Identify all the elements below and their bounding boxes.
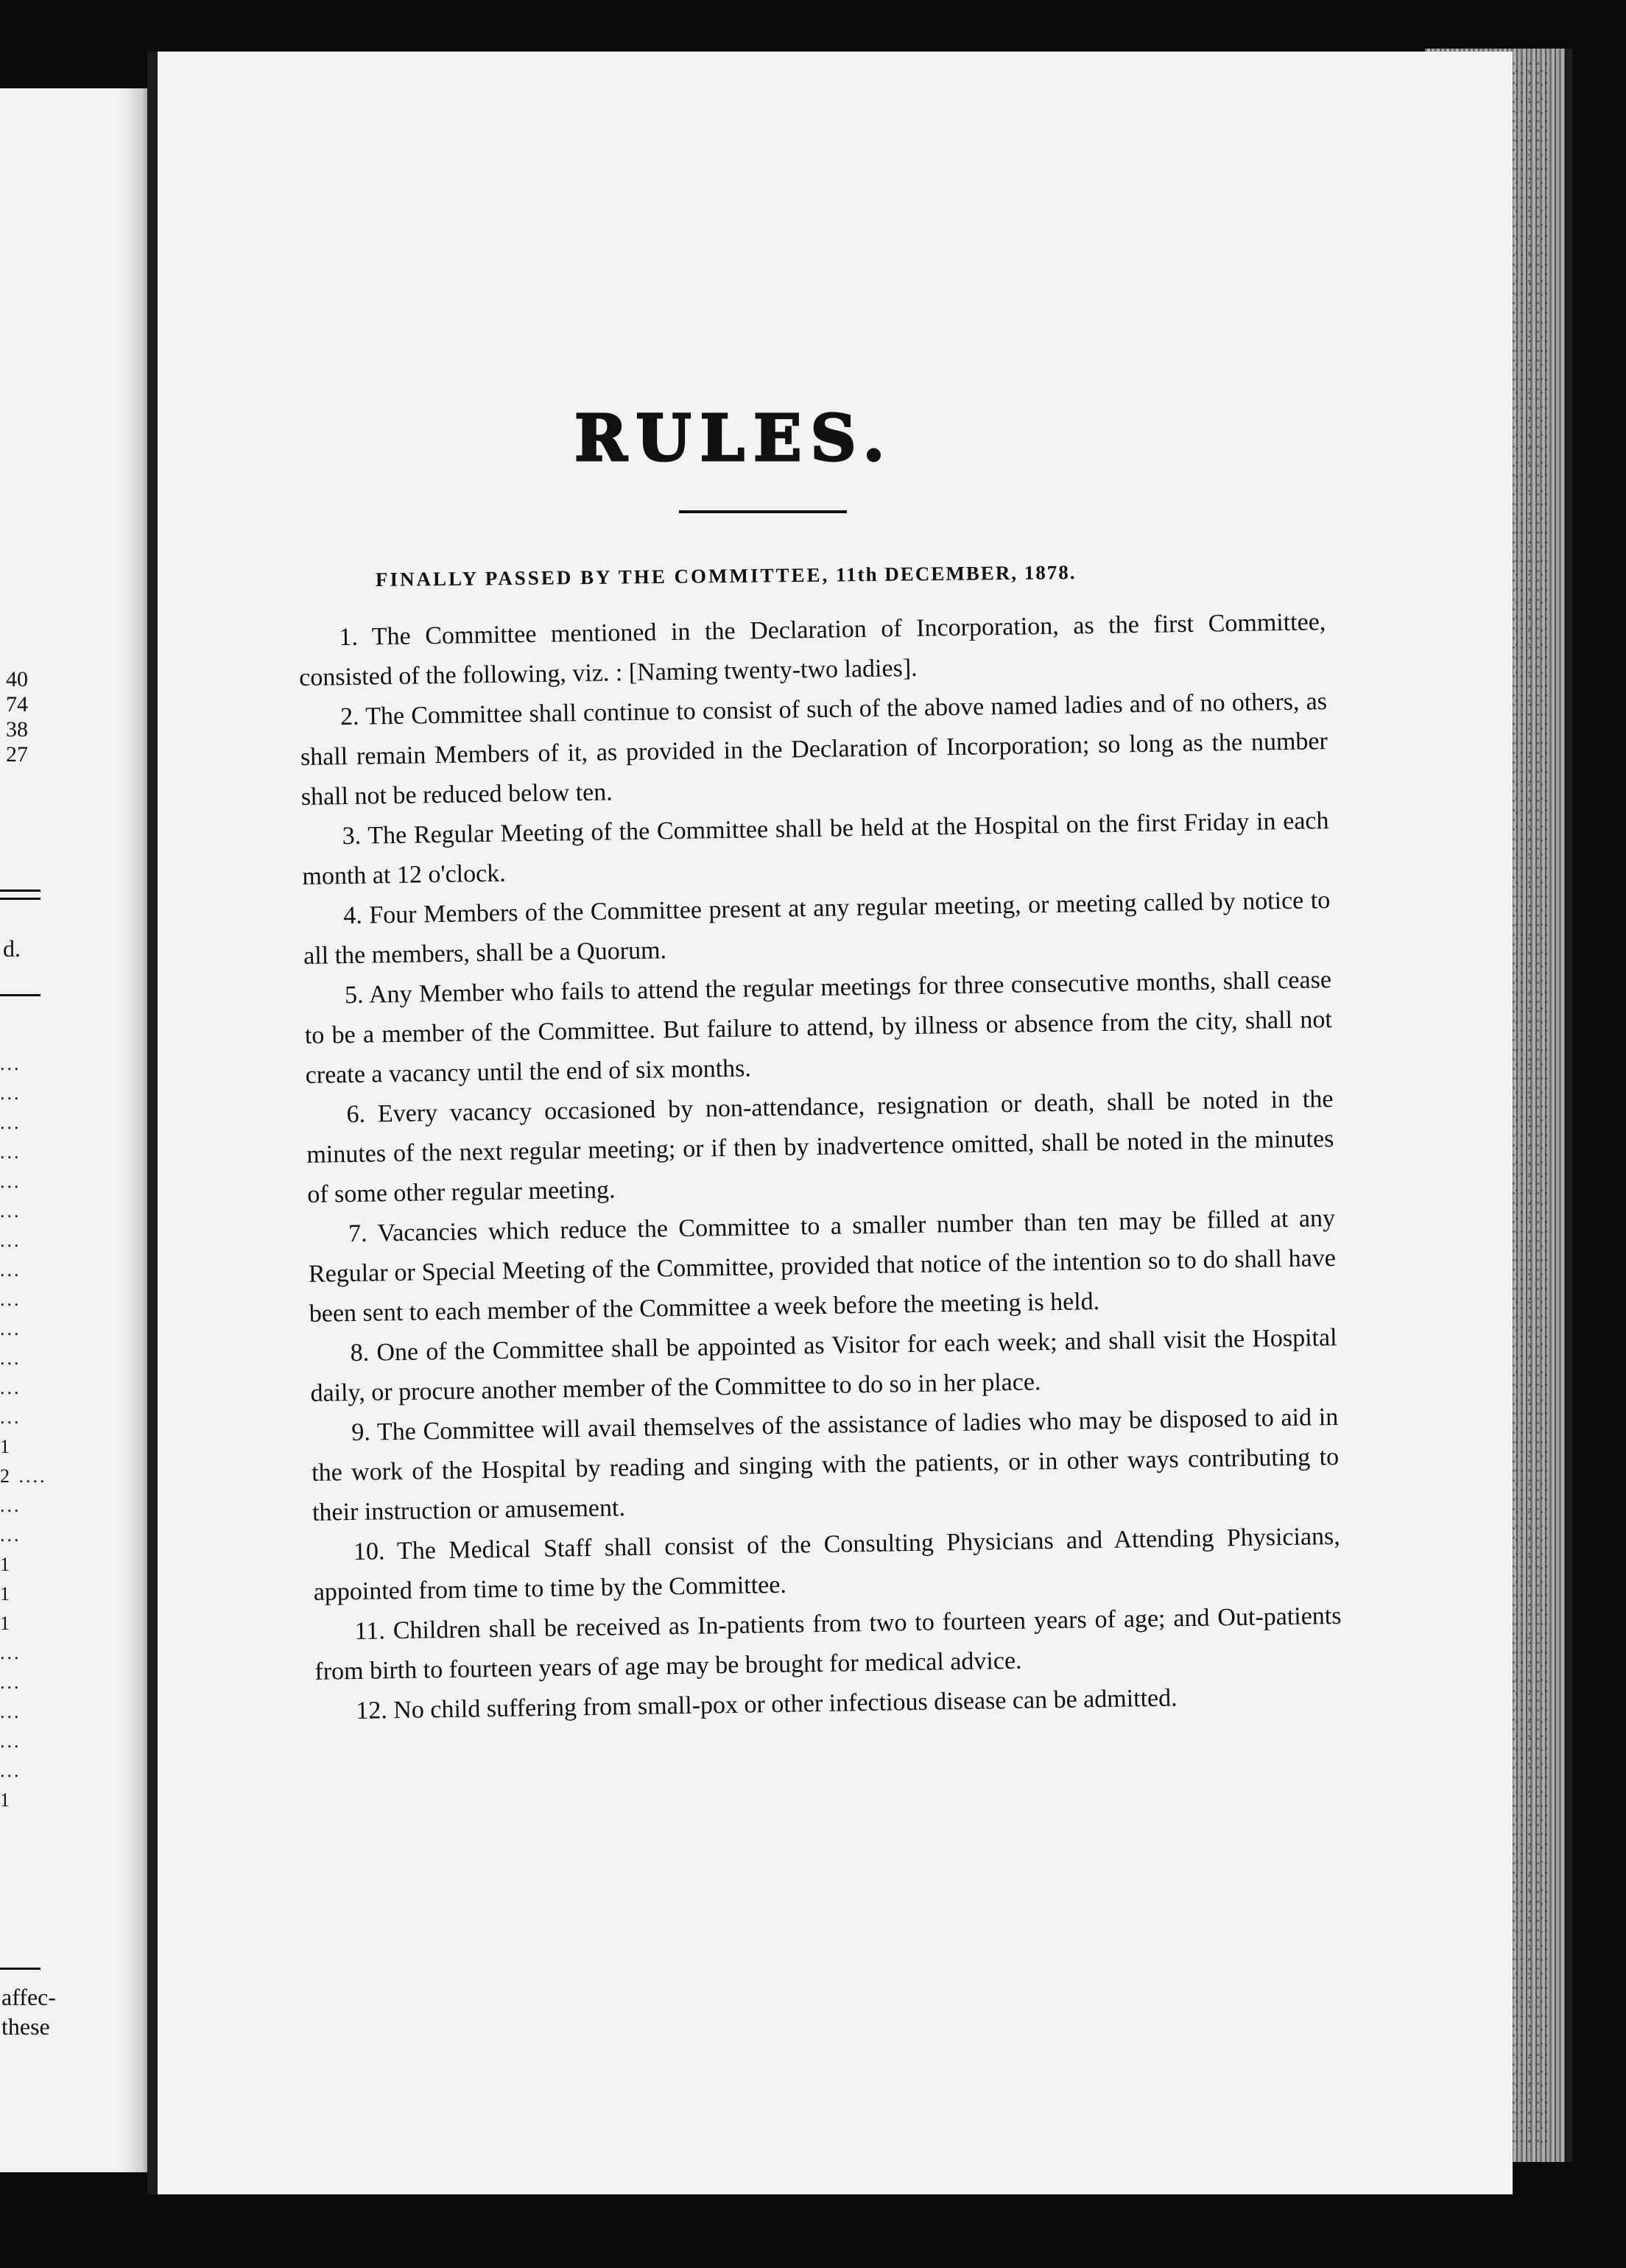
left-number: 74: [6, 692, 28, 716]
page-title: RULES.: [574, 401, 894, 476]
leader-row: 1: [0, 1613, 12, 1634]
leader-row: ...: [0, 1318, 21, 1339]
leader-row: ...: [0, 1200, 21, 1222]
leader-row: ...: [0, 1524, 21, 1546]
left-number: 40: [6, 667, 28, 691]
leader-row: ...: [0, 1112, 21, 1133]
rule-item: 4. Four Members of the Committee present at any regular meeting, or meeting called by notice to all the members, shall be a Quorum.: [303, 887, 1331, 970]
leader-row: 1: [0, 1554, 12, 1575]
left-page-label: d.: [3, 935, 21, 962]
left-page-leader-dots: [0, 1049, 47, 1815]
rule-item: 11. Children shall be received as In-patients from two to fourteen years of age; and Out-patients from birth to fourteen years of age may be brought for medical advice.: [314, 1602, 1342, 1686]
leader-row: ...: [0, 1082, 21, 1104]
rule-item: 3. The Regular Meeting of the Committee shall be held at the Hospital on the first Friday in each month at 12 o'clock.: [302, 807, 1329, 890]
leader-row: ...: [0, 1377, 21, 1398]
leader-row: ...: [0, 1730, 21, 1752]
rule-item: 2. The Committee shall continue to consist of such of the above named ladies and of no others, as shall remain Members of it, as provided in the Declaration of Incorporation; so long as the number shall not be reduced below ten.: [300, 688, 1328, 811]
left-facing-page: [0, 88, 155, 2172]
leader-row: ...: [0, 1701, 21, 1722]
leader-row: 1: [0, 1789, 12, 1811]
rule-item: 10. The Medical Staff shall consist of the Consulting Physicians and Attending Physicians, appointed from time to time by the Committee.: [313, 1522, 1341, 1606]
left-page-gutter-shadow: [122, 88, 151, 2172]
leader-row: ...: [0, 1760, 21, 1781]
leader-row: ...: [0, 1171, 21, 1192]
left-page-number-column: [6, 667, 28, 767]
leader-row: ...: [0, 1053, 21, 1074]
leader-row: ...: [0, 1259, 21, 1281]
leader-row: ...: [0, 1230, 21, 1251]
left-tail-line: these: [1, 2013, 50, 2040]
leader-row: ...: [0, 1406, 21, 1428]
rule-item: 5. Any Member who fails to attend the regular meetings for three consecutive months, shall cease to be a member of the Committee. But failure to attend, by illness or absence from the city, shall not create a vacancy until the end of six months.: [304, 966, 1333, 1089]
subtitle-date: 11th DECEMBER, 1878.: [835, 561, 1077, 586]
left-number: 27: [6, 742, 28, 767]
leader-row: 1: [0, 1436, 12, 1457]
rule-item: 8. One of the Committee shall be appointed as Visitor for each week; and shall visit the Hospital daily, or procure another member of the Committee to do so in her place.: [310, 1323, 1337, 1407]
rule-item: 12. No child suffering from small-pox or other infectious disease can be admitted.: [356, 1684, 1178, 1725]
rules-list: [298, 602, 1343, 1732]
left-tail-line: affec-: [1, 1984, 56, 2010]
leader-row: ...: [0, 1672, 21, 1693]
leader-row: ...: [0, 1289, 21, 1310]
rule-item: 6. Every vacancy occasioned by non-attendance, resignation or death, shall be noted in the minutes of the next regular meeting; or if then by inadvertence omitted, shall be noted in the minutes of some other regular meeting.: [306, 1085, 1334, 1208]
leader-row: ...: [0, 1348, 21, 1369]
leader-row: 1: [0, 1583, 12, 1605]
title-underline: [679, 510, 847, 513]
subtitle-prefix: FINALLY PASSED BY THE COMMITTEE,: [375, 563, 830, 591]
left-number: 38: [6, 717, 28, 742]
left-rule-bottom: [0, 1968, 41, 1970]
leader-row: ...: [0, 1642, 21, 1663]
left-page-tail-text: [1, 1982, 56, 2041]
leader-row: ...: [0, 1141, 21, 1163]
left-double-rule: [0, 890, 41, 906]
rule-item: 1. The Committee mentioned in the Declaration of Incorporation, as the first Committee, consisted of the following, viz. : [Naming twenty-two ladies].: [298, 608, 1326, 691]
left-rule-top: [0, 994, 41, 996]
leader-row: ...: [0, 1495, 21, 1516]
leader-row: 2 ....: [0, 1465, 47, 1487]
rule-item: 7. Vacancies which reduce the Committee to a smaller number than ten may be filled at any Regular or Special Meeting of the Committee, provided that notice of the intention so to do shall have been sent to each member of the Committee a week before the meeting is held.: [308, 1204, 1337, 1328]
rule-item: 9. The Committee will avail themselves of the assistance of ladies who may be disposed to aid in the work of the Hospital by reading and singing with the patients, or in other ways contributing to their instruction or amusement.: [311, 1403, 1340, 1526]
